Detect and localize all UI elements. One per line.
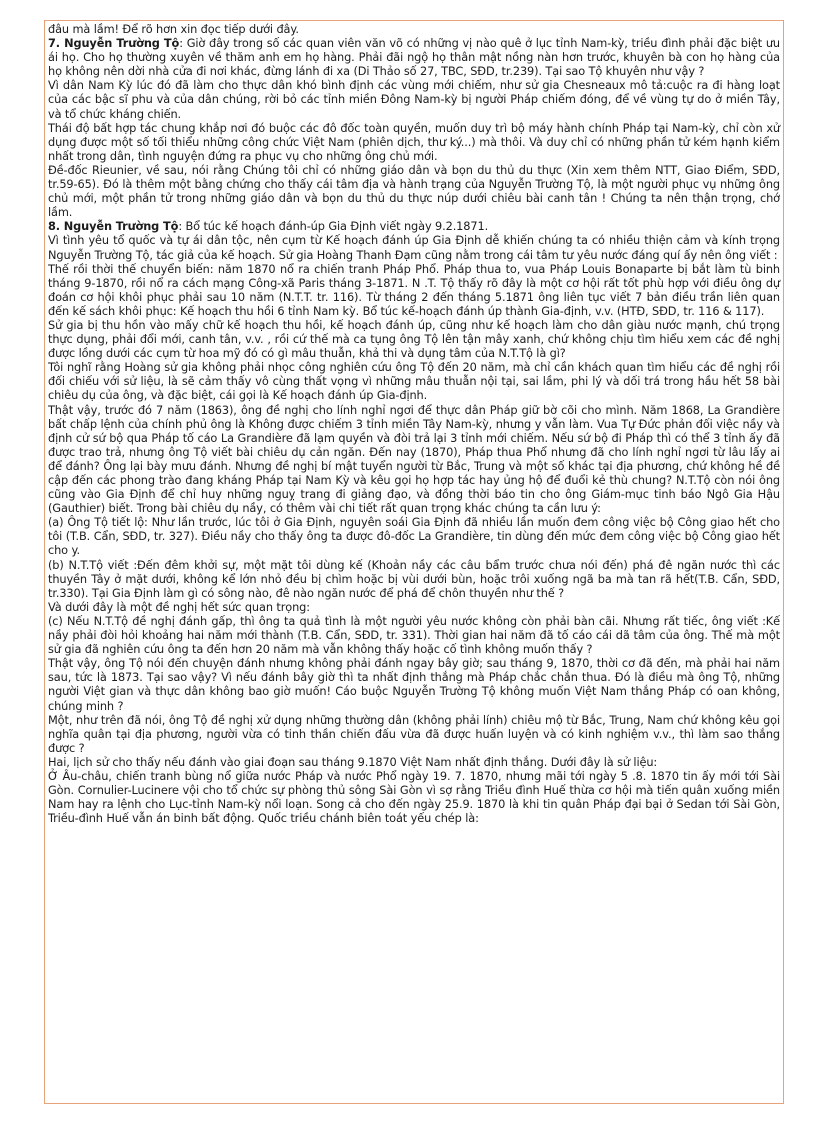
paragraph xyxy=(48,558,780,600)
paragraph xyxy=(48,656,780,712)
paragraph-text: Sử gia bị thu hồn vào mấy chữ kế hoạch thu hồi, kế hoạch đánh úp, cũng như kế hoạch làm cho dân giàu nước mạnh, chú trọng thực dụng, phải đổi mới, canh tân, v.v. , rồi cứ thế mà ca tụng ông Tộ lên tận mây xanh, chứ không chịu tìm hiểu xem các đề nghị được lồng dưới các cụm từ hoa mỹ đó có gì mâu thuẫn, khả thi và dụng tâm của N.T.Tộ là gì? xyxy=(48,317,780,361)
paragraph xyxy=(48,36,780,78)
paragraph xyxy=(48,515,780,557)
paragraph-text: (c) Nếu N.T.Tộ đề nghị đánh gấp, thì ông ta quả tình là một người yêu nước không còn phải bàn cãi. Nhưng rất tiếc, ông viết :Kế nầy phải đòi hỏi khoảng hai năm mới thành (T.B. Cẩn, SĐD, tr. 331). Thời gian hai năm đã tố cáo cái dã tâm của ông. Thế mà một sử gia đã nghiên cứu ông ta đến hơn 20 năm mà vẫn không thấy hoặc cố tình không muốn thấy ? xyxy=(48,613,780,657)
paragraph-text: Vì tình yêu tổ quốc và tự ái dân tộc, nên cụm từ Kế hoạch đánh úp Gia Định dễ khiến chúng ta có nhiều thiện cảm và kính trọng Nguyễn Trường Tộ, tác giả của kế hoạch. Sử gia Hoàng Thanh Đạm cũng nằm trong cái tâm tư yêu nước đáng quí ấy nên ông viết : xyxy=(48,233,780,262)
paragraph-text: Vì dân Nam Kỳ lúc đó đã làm cho thực dân khó bình định các vùng mới chiếm, như sử gia Chesneaux mô tả:cuộc ra đi hàng loạt của các bậc sĩ phu và của dân chúng, rời bỏ các tỉnh miền Đông Nam-kỳ bị người Pháp chiếm đóng, để về vùng tự do ở miền Tây, và tổ chức kháng chiến. xyxy=(48,78,780,121)
paragraph-text: Và dưới đây là một đề nghị hết sức quan trọng: xyxy=(48,599,310,614)
paragraph-text: Thế rồi thời thế chuyển biến: năm 1870 nổ ra chiến tranh Pháp Phổ. Pháp thua to, vua Pháp Louis Bonaparte bị bắt làm tù binh tháng 9-1870, rồi nổ ra cách mạng Công-xã Paris tháng 3-1871. N .T. Tộ thấy rõ đây là một cơ hội rất tốt phù hợp với điều ông dự đoán cơ hội khôi phục phải sau 10 năm (N.T.T. tr. 116). Từ tháng 2 đến tháng 5.1871 ông liên tục viết 7 bản điều trần liên quan đến kế sách khôi phục: Kế hoạch thu hồi 6 tỉnh Nam kỳ. Bổ túc kế-hoạch đánh úp thành Gia-định, v.v. (HTĐ, SĐD, tr. 116 & 117). xyxy=(48,261,780,318)
paragraph-text: : Giờ đây trong số các quan viên văn võ có những vị nào quê ở lục tỉnh Nam-kỳ, triều đình phải đặc biệt ưu ái họ. Cho họ thường xuyên về thăm anh em họ hàng. Phải đãi ngộ họ thân mật nồng nàn hơn trước, khuyên bà con họ hàng của họ không nên dời nhà cửa đi nơi khác, đừng lánh đi xa (Di Thảo số 27, TBC, SĐD, tr.239). Tại sao Tộ khuyên như vậy ? xyxy=(48,36,780,79)
paragraph-heading: 7. Nguyễn Trường Tộ xyxy=(48,36,180,51)
paragraph-text: Thái độ bất hợp tác chung khắp nơi đó buộc các đô đốc toàn quyền, muốn duy trì bộ máy hành chính Pháp tại Nam-kỳ, chỉ còn xử dụng được một số tối thiểu những công chức Việt Nam (phiên dịch, thư ký...) mà thôi. Và duy chỉ có những phần tử kém hạnh kiểm nhất trong dân, tình nguyện đứng ra phục vụ cho những ông chủ mới. xyxy=(48,120,780,163)
paragraph xyxy=(48,360,780,402)
paragraph xyxy=(48,262,780,318)
paragraph xyxy=(48,614,780,656)
paragraph-text: Ở Âu-châu, chiến tranh bùng nổ giữa nước Pháp và nước Phổ ngày 19. 7. 1870, nhưng mãi tới ngày 5 .8. 1870 tin ấy mới tới Sài Gòn. Cornulier-Lucinere vội cho tổ chức sự phòng thủ sông Sài Gòn vì sợ rằng Triều đình Huế thừa cơ hội mà tiến quân xuống miền Nam hay ra lệnh cho Lục-tỉnh Nam-kỳ nổi loạn. Song cả cho đến ngày 25.9. 1870 là khi tin quân Pháp đại bại ở Sedan tới Sài Gòn, Triều-đình Huế vẫn án binh bất động. Quốc triều chánh biên toát yếu chép là: xyxy=(48,768,780,826)
paragraph-text: Một, như trên đã nói, ông Tộ đề nghị xử dụng những thường dân (không phải lính) chiêu mộ từ Bắc, Trung, Nam chứ không kêu gọi nghĩa quân tại địa phương, người vừa có tinh thần chiến đấu vừa đã được huấn luyện và có kinh nghiệm v.v., thì làm sao thắng được ? xyxy=(48,712,780,755)
paragraph xyxy=(48,403,780,516)
paragraph-text: Thật vậy, trước đó 7 năm (1863), ông đề nghị cho lính nghỉ ngơi để thực dân Pháp giữ bờ cõi cho mình. Năm 1868, La Grandière bất chấp lệnh của chính phủ ông là Không được chiếm 3 tỉnh miền Tây Nam-kỳ, nhưng y vẫn làm. Vua Tự Đức phản đối việc nầy và định cử sứ bộ qua Pháp tố cáo La Grandière đã lạm quyền và đòi trả lại 3 tỉnh mới chiếm. Nếu sứ bộ đi Pháp thì có thể 3 tỉnh ấy đã được trao trả, nhưng ông Tộ viết bài chiêu dụ cản ngăn. Đến nay (1870), Pháp thua Phổ nhưng đã cho lính nghỉ ngơi từ lâu lấy ai để đánh? Ông lại bày mưu đánh. Nhưng đề nghị bí mật tuyển người từ Bắc, Trung và một số khác tại địa phương, chứ không hề đề cập đến các phong trào đang kháng Pháp tại Nam Kỳ và kêu gọi họ hợp tác hay ủng hộ để đuổi kẻ thù chung? N.T.Tộ còn nói ông cũng vào Gia Định để chỉ huy những nguỵ trang đi giảng đạo, và đồng thời báo tin cho ông Giám-mục tinh báo Ngô Gia Hậu (Gauthier) biết. Trong bài chiêu dụ nầy, có thêm vài chi tiết rất quan trọng khác chúng ta cần lưu ý: xyxy=(48,402,780,516)
paragraph xyxy=(48,755,780,769)
paragraph-text: (a) Ông Tộ tiết lộ: Như lần trước, lúc tôi ở Gia Định, nguyên soái Gia Định đã nhiều lần muốn đem công việc bộ Công giao hết cho tôi (T.B. Cẩn, SĐD, tr. 327). Điều nầy cho thấy ông ta được đô-đốc La Grandière, tin dùng đến mức đem công việc bộ Công giao hết cho y. xyxy=(48,515,780,558)
paragraph-text: Đề-đốc Rieunier, về sau, nói rằng Chúng tôi chỉ có những giáo dân và bọn du thủ du thực (Xin xem thêm NTT, Giao Điểm, SĐD, tr.59-65). Đó là thêm một bằng chứng cho thấy cái tâm địa và hành trạng của Nguyễn Trường Tộ, là một người phục vụ những ông chủ mới, một phần tử trong những giáo dân và bọn du thủ du thực núp dưới chiêu bài canh tân ! Chúng ta nên thận trọng, chớ lầm. xyxy=(48,162,780,220)
paragraph xyxy=(48,22,780,36)
paragraph xyxy=(48,78,780,120)
paragraph-text: : Bổ túc kế hoạch đánh-úp Gia Định viết ngày 9.2.1871. xyxy=(178,219,489,234)
paragraph xyxy=(48,318,780,360)
paragraph-text: Tôi nghĩ rằng Hoàng sử gia không phải nhọc công nghiên cứu ông Tộ đến 20 năm, mà chỉ cần khách quan tìm hiểu các đề nghị rồi đối chiếu với sử liệu, là sẽ cảm thấy vô cùng thất vọng vì những mâu thuẫn nội tại, sai lầm, phi lý và dối trá trong hầu hết 58 bài chiêu dụ của ông, và đặc biệt, cái gọi là Kế hoạch đánh úp Gia-định. xyxy=(48,360,780,403)
paragraph xyxy=(48,600,780,614)
paragraph xyxy=(48,219,780,233)
paragraph-text: Hai, lịch sử cho thấy nếu đánh vào giai đoạn sau tháng 9.1870 Việt Nam nhất định thắng. Dưới đây là sử liệu: xyxy=(48,754,658,769)
paragraph-text: (b) N.T.Tộ viết :Đến đêm khởi sự, một mặt tôi dùng kế (Khoản nầy các câu bẩm trước chưa nói đến) phá đê ngăn nước thì các thuyền Tây ở mặt dưới, không kể lớn nhỏ đều bị chìm hoặc bị vùi dưới bùn, hoặc trôi xuống ngã ba mà tan rã hết(T.B. Cẩn, SĐD, tr.330). Tại Gia Định làm gì có sông nào, đê nào ngăn nước để phá để chôn thuyền như thế ? xyxy=(48,557,780,600)
paragraph-text: đâu mà lầm! Để rõ hơn xin đọc tiếp dưới đây. xyxy=(48,22,299,36)
paragraph-heading: 8. Nguyễn Trường Tộ xyxy=(48,219,179,234)
document-body xyxy=(48,22,780,825)
document-frame xyxy=(44,20,784,1104)
paragraph xyxy=(48,233,780,261)
paragraph xyxy=(48,121,780,163)
paragraph xyxy=(48,769,780,825)
paragraph xyxy=(48,713,780,755)
paragraph-text: Thật vậy, ông Tộ nói đến chuyện đánh nhưng không phải đánh ngay bây giờ; sau tháng 9, 1870, thời cơ đã đến, mà phải hai năm sau, tức là 1873. Tại sao vậy? Vì nếu đánh bây giờ thì ta nhất định thắng mà Pháp chắc chắn thua. Đó là điều mà ông Tộ, những người Việt gian và thực dân không bao giờ muốn! Cáo buộc Nguyễn Trường Tộ không muốn Việt Nam thắng Pháp có oan không, chúng minh ? xyxy=(48,656,780,713)
paragraph xyxy=(48,163,780,219)
